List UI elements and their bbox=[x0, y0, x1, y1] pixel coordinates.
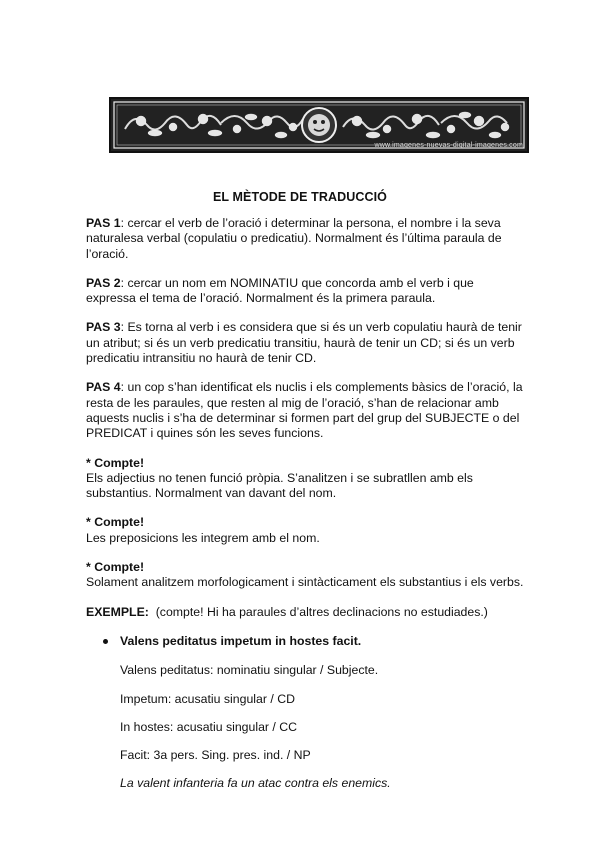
note-3 bbox=[86, 560, 526, 591]
note-label: * Compte! bbox=[86, 455, 145, 470]
note-2 bbox=[86, 515, 526, 546]
step-4 bbox=[86, 380, 526, 441]
note-label: * Compte! bbox=[86, 515, 145, 530]
translation: La valent infanteria fa un atac contra els enemics. bbox=[120, 776, 391, 791]
step-text: : cercar un nom em NOMINATIU que concorda amb el verb i que expressa el tema de l’oració. Normalment és la primera paraula. bbox=[86, 275, 474, 306]
analysis-line: Facit: 3a pers. Sing. pres. ind. / NP bbox=[120, 748, 311, 763]
analysis-line: Impetum: acusatiu singular / CD bbox=[120, 691, 295, 706]
decorative-banner bbox=[109, 97, 529, 153]
bullet-icon bbox=[103, 639, 108, 644]
note-1 bbox=[86, 456, 526, 502]
step-text: : cercar el verb de l’oració i determinar la persona, el nombre i la seva naturalesa verbal (copulatiu o predicatiu). Normalment és l’última paraula de l’oració. bbox=[86, 216, 502, 261]
banner-watermark: www.imagenes-nuevas-digital-imagenes.com bbox=[374, 142, 523, 149]
example-heading bbox=[86, 605, 526, 620]
note-text: Solament analitzem morfologicament i sintàcticament els substantius i els verbs. bbox=[86, 575, 524, 590]
step-1 bbox=[86, 216, 526, 262]
analysis-line: In hostes: acusatiu singular / CC bbox=[120, 719, 298, 734]
page-title: EL MÈTODE DE TRADUCCIÓ bbox=[213, 190, 387, 204]
step-label: PAS 1 bbox=[86, 216, 121, 230]
step-text: : Es torna al verb i es considera que si és un verb copulatiu haurà de tenir un atribut; si és un verb predicatiu transitiu, haurà de tenir un CD; si és un verb predicatiu intransitiu no haurà de tenir CD. bbox=[86, 320, 522, 366]
step-3 bbox=[86, 320, 526, 366]
example-sentence-text: Valens peditatus impetum in hostes facit. bbox=[120, 633, 362, 648]
note-text: Les preposicions les integrem amb el nom. bbox=[86, 530, 320, 545]
step-label: PAS 3 bbox=[86, 320, 121, 335]
example-note: (compte! Hi ha paraules d’altres declinacions no estudiades.) bbox=[155, 604, 488, 619]
step-2 bbox=[86, 276, 526, 307]
document-body bbox=[86, 216, 526, 805]
analysis-line: Valens peditatus: nominatiu singular / Subjecte. bbox=[120, 663, 379, 678]
note-label: * Compte! bbox=[86, 560, 145, 575]
example-sentence bbox=[86, 634, 526, 649]
example-label: EXEMPLE: bbox=[86, 604, 149, 619]
step-text: : un cop s’han identificat els nuclis i els complements bàsics de l’oració, la resta de les paraules, que resten al mig de l’oració, s’han de relacionar amb aquests nuclis i s’ha de determinar si formen part del grup del SUBJECTE o del PREDICAT i quines són les seves funcions. bbox=[86, 380, 523, 441]
note-text: Els adjectius no tenen funció pròpia. S’analitzen i se subratllen amb els substantius. Normalment van davant del nom. bbox=[86, 470, 473, 501]
step-label: PAS 2 bbox=[86, 275, 121, 290]
step-label: PAS 4 bbox=[86, 380, 121, 395]
